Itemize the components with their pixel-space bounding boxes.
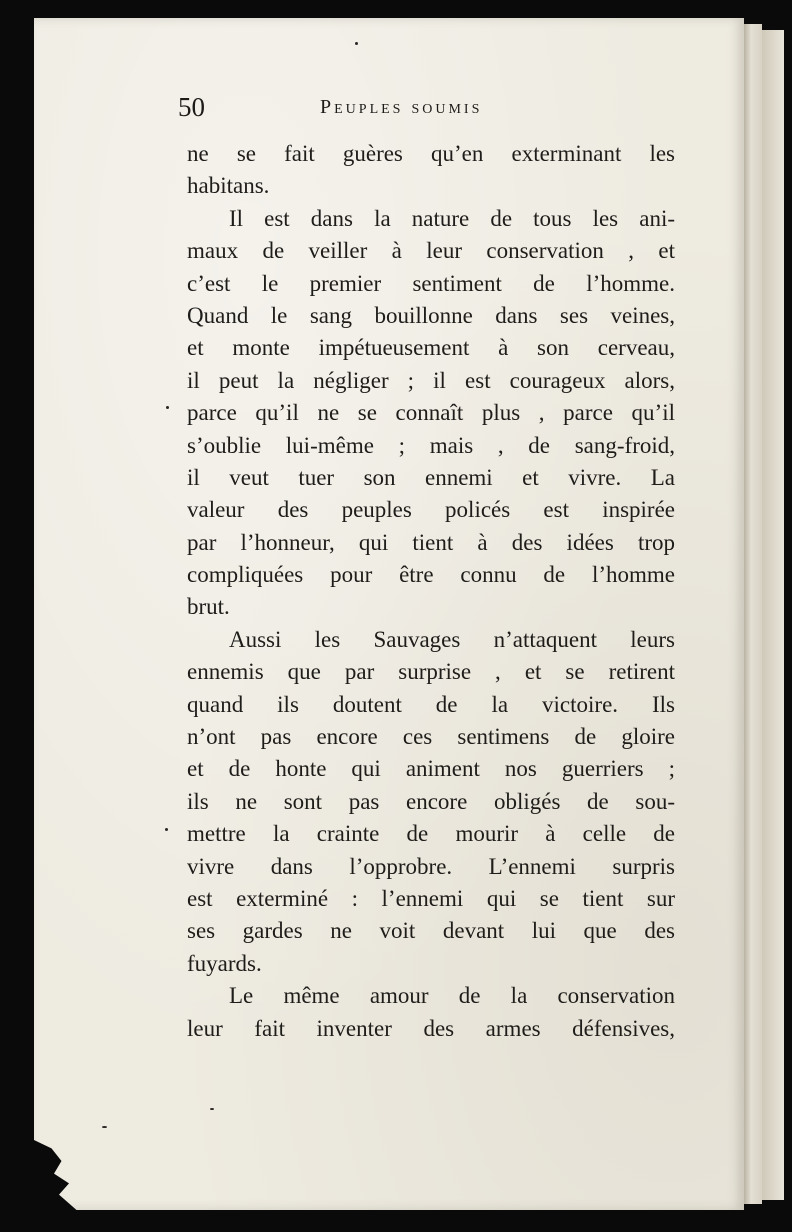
text-line: valeur des peuples policés est inspirée (187, 497, 675, 523)
text-line: ennemis que par surprise , et se retirent (187, 659, 675, 685)
text-line: est exterminé : l’ennemi qui se tient sur (187, 885, 675, 911)
text-line: et de honte qui animent nos guerriers ; (187, 756, 675, 782)
text-line: leur fait inventer des armes défensives, (187, 1015, 675, 1041)
text-line: parce qu’il ne se connaît plus , parce qu’il (187, 400, 675, 426)
text-line: s’oublie lui-même ; mais , de sang-froid, (187, 432, 675, 458)
text-line: par l’honneur, qui tient à des idées trop (187, 529, 675, 555)
text-line: mettre la crainte de mourir à celle de (187, 821, 675, 847)
text-line: Aussi les Sauvages n’attaquent leurs (229, 626, 675, 652)
text-line: il peut la négliger ; il est courageux alors, (187, 367, 675, 393)
ink-speck (210, 1108, 214, 1110)
page-number: 50 (178, 92, 205, 122)
text-line: quand ils doutent de la victoire. Ils (187, 691, 675, 717)
ink-speck (165, 828, 168, 831)
text-line: maux de veiller à leur conservation , et (187, 238, 675, 264)
ink-speck (102, 1126, 107, 1128)
text-line: ne se fait guères qu’en exterminant les (187, 141, 675, 166)
text-line: Le même amour de la conservation (229, 983, 675, 1009)
text-line: Quand le sang bouillonne dans ses veines, (187, 302, 675, 328)
text-line: c’est le premier sentiment de l’homme. (187, 270, 675, 296)
text-line: compliquées pour être connu de l’homme (187, 562, 675, 588)
running-head (178, 92, 678, 128)
text-line: ses gardes ne voit devant lui que des (187, 918, 675, 944)
text-line: habitans. (187, 173, 270, 199)
body-text (187, 138, 675, 1045)
ink-speck (355, 42, 358, 45)
text-line: ils ne sont pas encore obligés de sou- (187, 788, 675, 814)
text-line: Il est dans la nature de tous les ani- (229, 205, 675, 231)
text-line: et monte impétueusement à son cerveau, (187, 335, 675, 361)
text-line: il veut tuer son ennemi et vivre. La (187, 464, 675, 490)
ink-speck (166, 406, 169, 409)
next-page-edge-outer (762, 30, 784, 1200)
next-page-edge (744, 24, 762, 1204)
text-line: brut. (187, 594, 230, 620)
running-title: Peuples soumis (320, 96, 483, 118)
text-line: fuyards. (187, 950, 262, 976)
text-line: n’ont pas encore ces sentimens de gloire (187, 724, 675, 750)
text-line: vivre dans l’opprobre. L’ennemi surpris (187, 853, 675, 879)
